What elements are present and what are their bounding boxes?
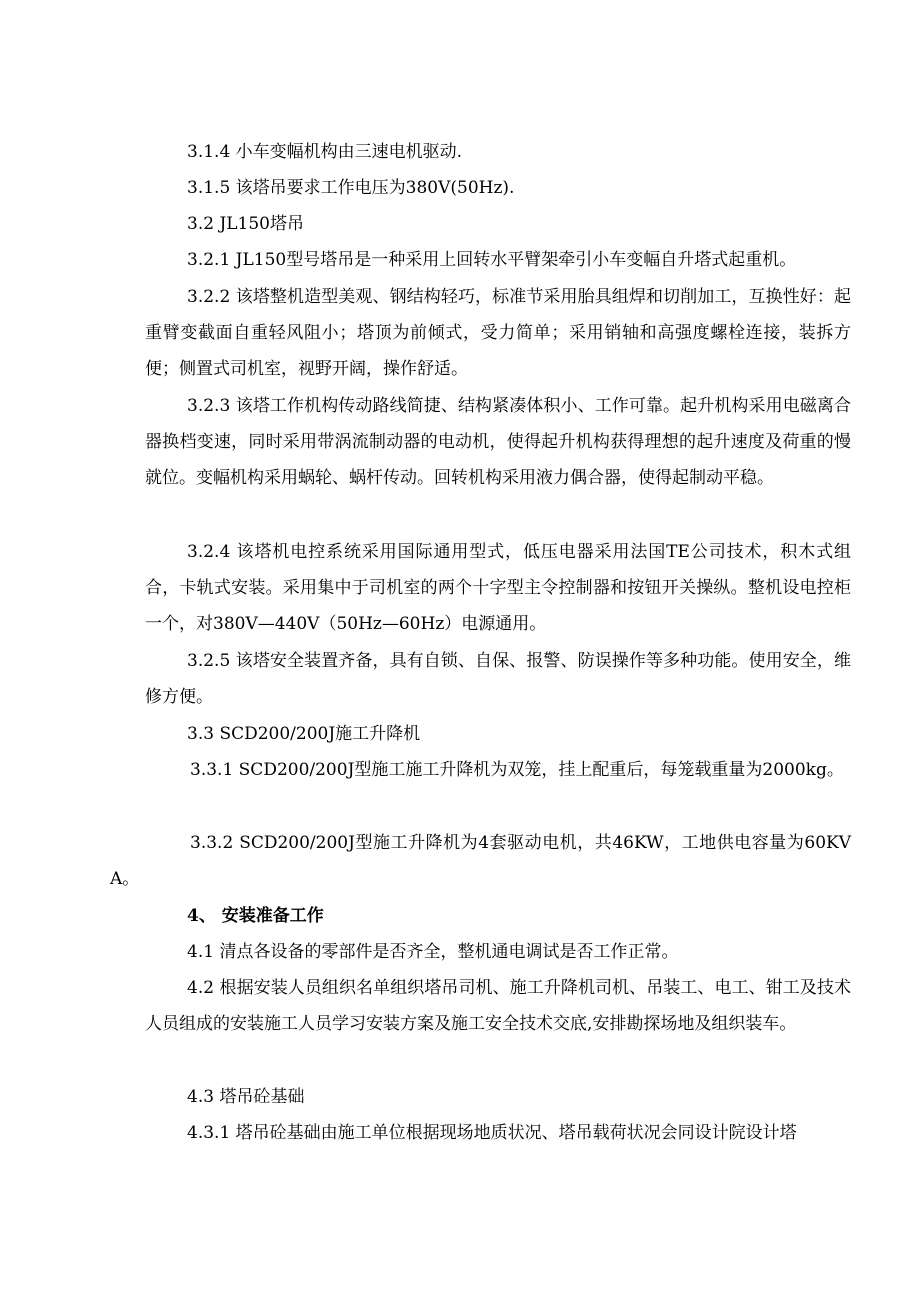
para-3-2-3: 3.2.3 该塔工作机构传动路线简捷、结构紧凑体积小、工作可靠。起升机构采用电磁离合器换档变速，同时采用带涡流制动器的电动机，使得起升机构获得理想的起升速度及荷重的慢就位。变幅机构采用蜗轮、蜗杆传动。回转机构采用液力偶合器，使得起制动平稳。 — [145, 396, 851, 488]
heading-4-3: 4.3 塔吊砼基础 — [187, 1087, 305, 1107]
para-3-2-5: 3.2.5 该塔安全装置齐备，具有自锁、自保、报警、防误操作等多种功能。使用安全，维修方便。 — [145, 651, 851, 707]
para-3-1-5: 3.1.5 该塔吊要求工作电压为380V(50Hz). — [187, 178, 515, 198]
para-4-2: 4.2 根据安装人员组织名单组织塔吊司机、施工升降机司机、吊装工、电工、钳工及技术人员组成的安装施工人员学习安装方案及施工安全技术交底,安排勘探场地及组织装车。 — [145, 978, 851, 1034]
heading-3-3: 3.3 SCD200/200J施工升降机 — [187, 724, 421, 744]
para-3-3-2: 3.3.2 SCD200/200J型施工升降机为4套驱动电机，共46KW，工地供电容量为60KVA。 — [110, 833, 851, 889]
para-3-2-1: 3.2.1 JL150型号塔吊是一种采用上回转水平臂架牵引小车变幅自升塔式起重机。 — [187, 250, 797, 270]
para-3-2-4: 3.2.4 该塔机电控系统采用国际通用型式，低压电器采用法国TE公司技术，积木式组合，卡轨式安装。采用集中于司机室的两个十字型主令控制器和按钮开关操纵。整机设电控柜一个，对380V—440V（50Hz—60Hz）电源通用。 — [145, 542, 851, 634]
heading-3-2: 3.2 JL150塔吊 — [187, 214, 304, 234]
para-4-1: 4.1 清点各设备的零部件是否齐全，整机通电调试是否工作正常。 — [187, 942, 679, 962]
heading-4: 4、 安装准备工作 — [187, 906, 324, 926]
para-3-1-4: 3.1.4 小车变幅机构由三速电机驱动. — [187, 142, 463, 162]
para-3-3-1: 3.3.1 SCD200/200J型施工施工升降机为双笼，挂上配重后，每笼载重量为2000kg。 — [190, 760, 844, 780]
para-4-3-1: 4.3.1 塔吊砼基础由施工单位根据现场地质状况、塔吊载荷状况会同设计院设计塔 — [187, 1123, 797, 1143]
para-3-2-2: 3.2.2 该塔整机造型美观、钢结构轻巧，标准节采用胎具组焊和切削加工，互换性好：起重臂变截面自重轻风阻小；塔顶为前倾式，受力简单；采用销轴和高强度螺栓连接，装拆方便；侧置式司机室，视野开阔，操作舒适。 — [145, 287, 851, 379]
